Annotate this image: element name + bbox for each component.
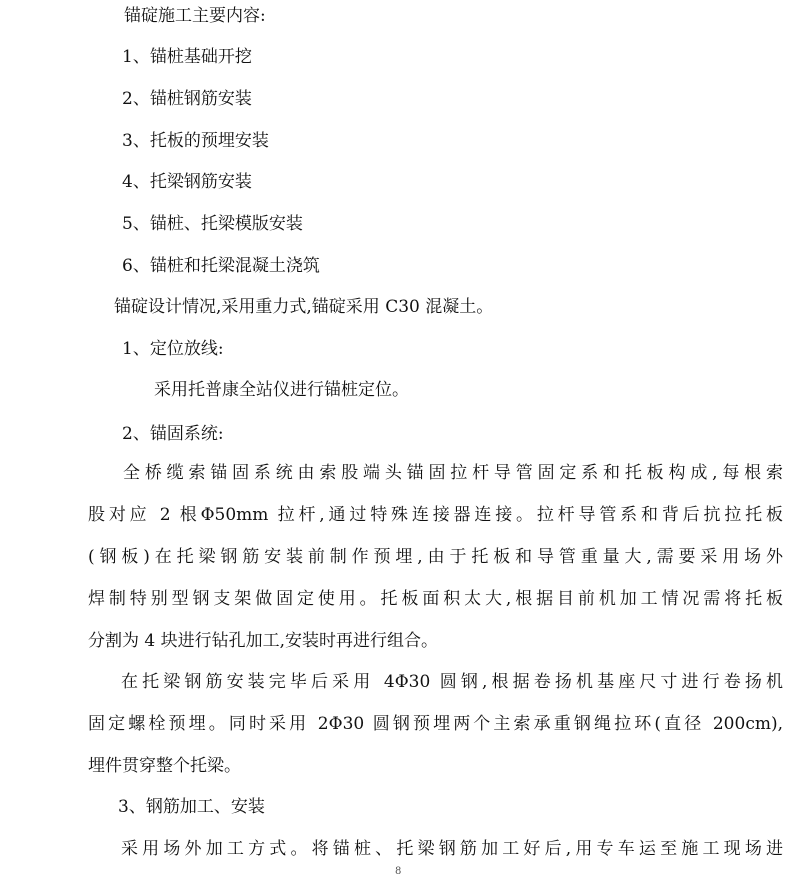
list-item: 3、托板的预埋安装 <box>122 131 269 151</box>
paragraph-line: 股对应 2 根Φ50mm 拉杆,通过特殊连接器连接。拉杆导管系和背后抗拉托板 <box>88 505 783 525</box>
paragraph-line: 固定螺栓预埋。同时采用 2Φ30 圆钢预埋两个主索承重钢绳拉环(直径 200cm), <box>88 714 783 734</box>
page-number: 8 <box>395 866 402 877</box>
paragraph-line: 埋件贯穿整个托梁。 <box>88 756 241 776</box>
paragraph-line: 全桥缆索锚固系统由索股端头锚固拉杆导管固定系和托板构成,每根索 <box>123 463 783 483</box>
design-note: 锚碇设计情况,采用重力式,锚碇采用 C30 混凝土。 <box>114 297 494 317</box>
paragraph-line: 焊制特别型钢支架做固定使用。托板面积太大,根据目前机加工情况需将托板 <box>88 589 783 609</box>
paragraph-line: 分割为 4 块进行钻孔加工,安装时再进行组合。 <box>88 631 439 651</box>
section-title: 2、锚固系统: <box>122 424 224 444</box>
section-title: 1、定位放线: <box>122 339 224 359</box>
list-item: 5、锚桩、托梁模版安装 <box>122 214 303 234</box>
list-item: 6、锚桩和托梁混凝土浇筑 <box>122 256 320 276</box>
list-item: 4、托梁钢筋安装 <box>122 172 252 192</box>
section-text: 采用托普康全站仪进行锚桩定位。 <box>154 380 409 400</box>
paragraph-line: 在托梁钢筋安装完毕后采用 4Φ30 圆钢,根据卷扬机基座尺寸进行卷扬机 <box>121 672 783 692</box>
paragraph-line: 采用场外加工方式。将锚桩、托梁钢筋加工好后,用专车运至施工现场进 <box>121 839 783 859</box>
section-title: 3、钢筋加工、安装 <box>118 797 265 817</box>
list-item: 1、锚桩基础开挖 <box>122 47 252 67</box>
doc-heading: 锚碇施工主要内容: <box>124 6 266 26</box>
list-item: 2、锚桩钢筋安装 <box>122 89 252 109</box>
paragraph-line: (钢板)在托梁钢筋安装前制作预埋,由于托板和导管重量大,需要采用场外 <box>88 547 783 567</box>
